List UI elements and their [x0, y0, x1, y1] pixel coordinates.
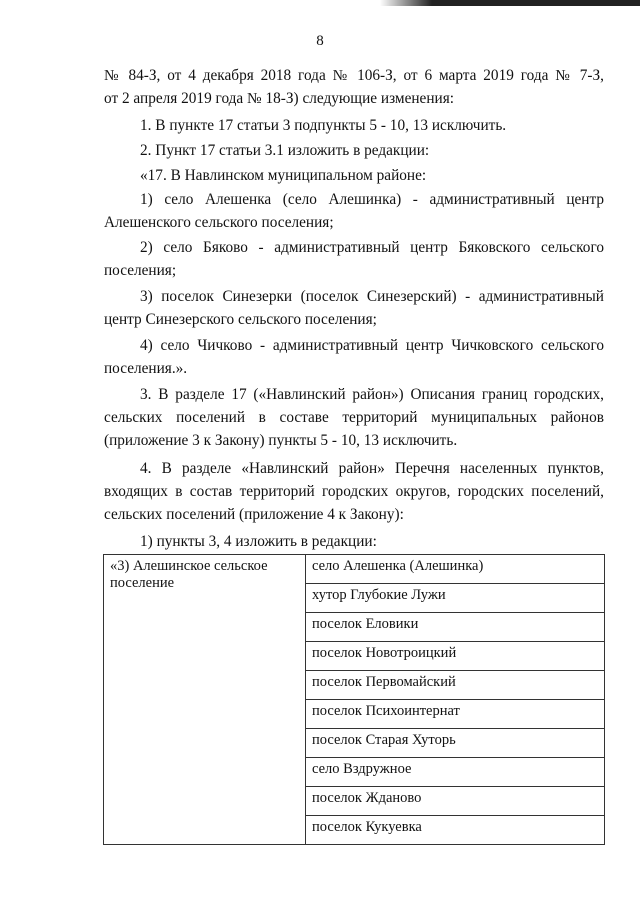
intro-line-2: от 2 апреля 2019 года № 18-З) следующие изменения:: [104, 90, 455, 107]
item-2: 2. Пункт 17 статьи 3.1 изложить в редакции:: [140, 142, 430, 159]
settlement-name-cell: «3) Алешинское сельское поселение: [104, 555, 306, 845]
intro-line-1: № 84-З, от 4 декабря 2018 года № 106-З, от 6 марта 2019 года № 7-З,: [104, 67, 604, 84]
scan-edge-mark: [380, 0, 640, 6]
item-1: 1. В пункте 17 статьи 3 подпункты 5 - 10, 13 исключить.: [140, 117, 507, 134]
item-4-sub-1: 1) пункты 3, 4 изложить в редакции:: [140, 533, 377, 550]
locality-cell: поселок Первомайский: [306, 671, 605, 700]
item-17: «17. В Навлинском муниципальном районе:: [140, 167, 427, 184]
intro-paragraph: [104, 64, 604, 110]
locality-cell: поселок Новотроицкий: [306, 642, 605, 671]
sub-item-1: 1) село Алешенка (село Алешинка) - административный центр Алешенского сельского поселения;: [104, 191, 604, 231]
locality-cell: село Вздружное: [306, 758, 605, 787]
sub-item-4: 4) село Чичково - административный центр Чичковского сельского поселения.».: [104, 337, 604, 377]
locality-cell: поселок Старая Хуторь: [306, 729, 605, 758]
sub-item-2: 2) село Бяково - административный центр Бяковского сельского поселения;: [104, 239, 604, 279]
locality-cell: село Алешенка (Алешинка): [306, 555, 605, 584]
page-number: 8: [316, 33, 324, 49]
sub-item-3: 3) поселок Синезерки (поселок Синезерский) - административный центр Синезерского сельского поселения;: [104, 288, 604, 328]
settlements-table: [103, 554, 605, 845]
table-row: [104, 555, 605, 584]
item-3: 3. В разделе 17 («Навлинский район») Описания границ городских, сельских поселений в составе территорий муниципальных районов (приложение 3 к Закону) пункты 5 - 10, 13 исключить.: [104, 386, 604, 449]
item-4: 4. В разделе «Навлинский район» Перечня населенных пунктов, входящих в состав территорий городских округов, городских поселений, сельских поселений (приложение 4 к Закону):: [104, 460, 604, 523]
locality-cell: поселок Кукуевка: [306, 816, 605, 845]
settlements-table-body: [104, 555, 605, 845]
locality-cell: хутор Глубокие Лужи: [306, 584, 605, 613]
locality-cell: поселок Еловики: [306, 613, 605, 642]
locality-cell: поселок Психоинтернат: [306, 700, 605, 729]
locality-cell: поселок Жданово: [306, 787, 605, 816]
